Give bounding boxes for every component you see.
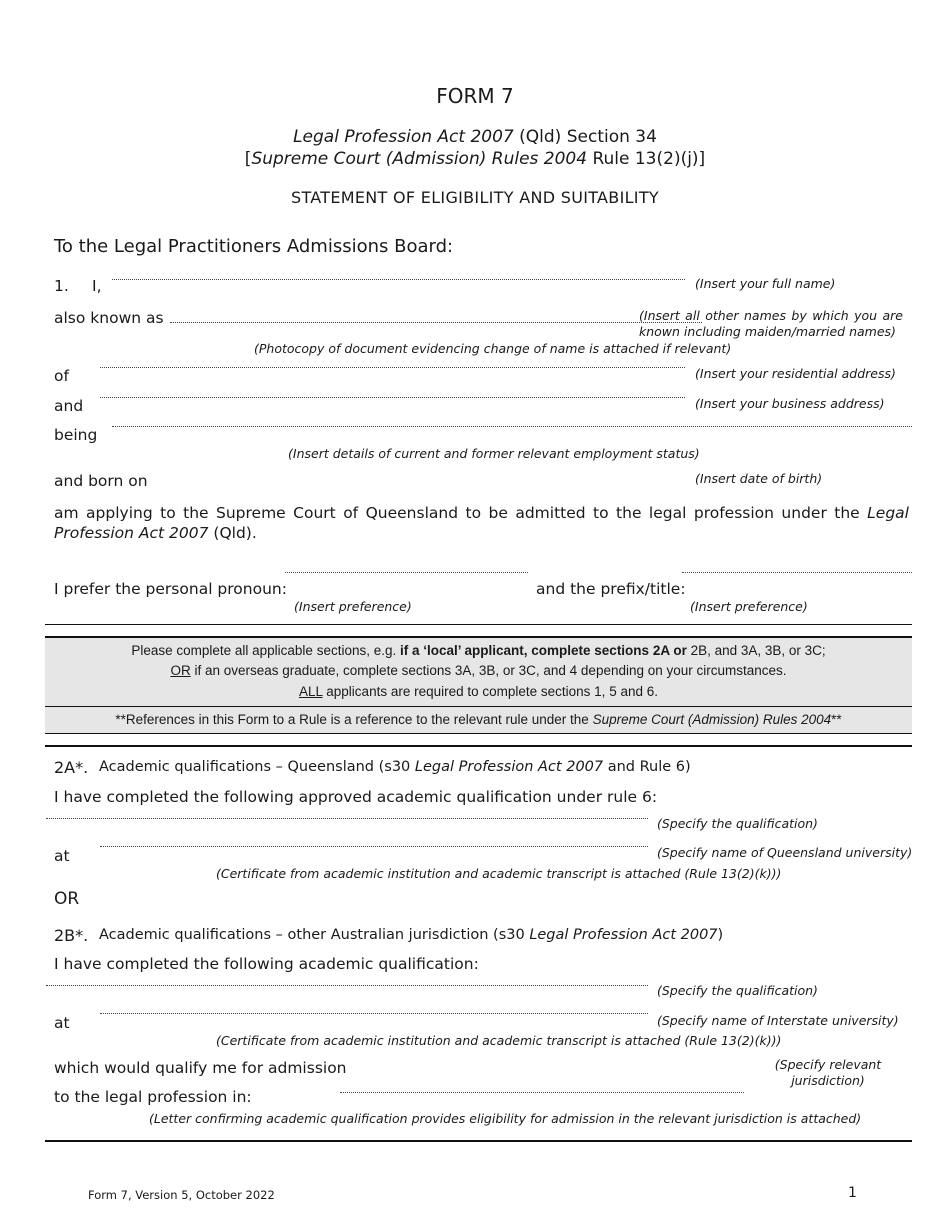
page-number: 1 (848, 1185, 857, 1201)
applying-act: Legal Profession Act 2007 (54, 504, 909, 542)
form-title: FORM 7 (436, 84, 514, 108)
qualification-2b-hint: (Specify the qualification) (657, 983, 818, 998)
instr-1b: 2B, and 3A, 3B, or 3C; (686, 643, 826, 658)
aka-input[interactable] (170, 323, 702, 341)
divider-bottom-thin (45, 733, 912, 734)
section-2b-number: 2B*. (54, 926, 89, 945)
jurisdiction-hint: (Specify relevant jurisdiction) (774, 1057, 882, 1088)
section-2a-intro: I have completed the following approved academic qualification under rule 6: (54, 788, 658, 806)
full-name-field[interactable] (112, 279, 685, 280)
instr-1a: Please complete all applicable sections, e.g. (131, 643, 400, 658)
s2a-title-b: and Rule 6) (603, 759, 691, 775)
applying-text-1: am applying to the Supreme Court of Queensland to be admitted to the legal profession under the (54, 504, 868, 522)
residential-address-input[interactable] (100, 368, 685, 386)
instr-2-rest: if an overseas graduate, complete sections 3A, 3B, or 3C, and 4 depending on your circumstances. (190, 663, 787, 678)
business-address-field[interactable] (100, 397, 685, 398)
ref-a: **References in this Form to a Rule is a reference to the relevant rule under the (115, 712, 593, 727)
prefix-label: and the prefix/title: (536, 580, 686, 598)
reference-box (45, 707, 912, 733)
prefix-field[interactable] (682, 572, 912, 573)
at-2b-label: at (54, 1014, 70, 1032)
section-2a-number: 2A*. (54, 758, 89, 777)
divider-bottom-thick (45, 745, 912, 747)
full-name-input[interactable] (112, 280, 685, 298)
pronoun-hint: (Insert preference) (294, 599, 412, 614)
instr-3-rest: applicants are required to complete sections 1, 5 and 6. (322, 684, 658, 699)
s2a-title-a: Academic qualifications – Queensland (s30 (99, 759, 415, 775)
rules-ref: Rule 13(2)(j)] (587, 149, 706, 169)
business-address-input[interactable] (100, 398, 685, 416)
s2a-title-act: Legal Profession Act 2007 (414, 759, 604, 775)
at-2a-label: at (54, 847, 70, 865)
university-2a-hint: (Specify name of Queensland university) (657, 845, 913, 860)
jurisdiction-field[interactable] (340, 1092, 744, 1093)
university-2a-input[interactable] (100, 847, 648, 865)
instructions-line-3 (45, 684, 912, 699)
reference-line (45, 712, 912, 727)
section-1-number: 1. (54, 277, 69, 295)
act-section: (Qld) Section 34 (513, 127, 657, 147)
instructions-line-1 (45, 643, 912, 658)
ref-rules: Supreme Court (Admission) Rules 2004 (592, 712, 832, 727)
full-name-hint: (Insert your full name) (695, 276, 836, 291)
s2b-title-act: Legal Profession Act 2007 (529, 927, 718, 943)
university-2b-input[interactable] (100, 1014, 648, 1032)
of-label: of (54, 367, 69, 385)
and-label: and (54, 397, 84, 415)
i-label: I, (92, 277, 102, 295)
act-line (0, 127, 950, 147)
instr-1-bold: if a ‘local’ applicant, complete sections 2A or (399, 643, 687, 658)
university-2a-field[interactable] (100, 846, 648, 847)
qualification-2b-field[interactable] (46, 985, 648, 986)
pronoun-input[interactable] (285, 573, 528, 591)
qualification-2a-field[interactable] (46, 818, 648, 819)
act-name: Legal Profession Act 2007 (293, 127, 514, 147)
residential-hint: (Insert your residential address) (695, 366, 896, 381)
pronoun-field[interactable] (285, 572, 528, 573)
residential-address-field[interactable] (100, 367, 685, 368)
dob-hint: (Insert date of birth) (695, 471, 823, 486)
aka-label: also known as (54, 309, 164, 327)
university-2b-hint: (Specify name of Interstate university) (657, 1013, 899, 1028)
footer-version: Form 7, Version 5, October 2022 (88, 1188, 275, 1202)
divider-top-thin (45, 624, 912, 625)
instr-3-all: ALL (299, 684, 323, 699)
certificate-2a-hint: (Certificate from academic institution and academic transcript is attached (Rule 13(2)(k))) (216, 866, 782, 881)
born-label: and born on (54, 472, 148, 490)
section-2b-intro: I have completed the following academic qualification: (54, 955, 479, 973)
qualify-line-1: which would qualify me for admission (54, 1059, 347, 1077)
section-2a-title (99, 759, 691, 775)
employment-input[interactable] (112, 427, 912, 445)
divider-end (45, 1140, 912, 1142)
or-label: OR (54, 889, 80, 909)
instructions-line-2 (45, 663, 912, 678)
aka-hint: (Insert all other names by which you are known including maiden/married names) (639, 308, 903, 339)
section-2b-title (99, 927, 723, 943)
instructions-box (45, 638, 912, 706)
letter-hint: (Letter confirming academic qualification provides eligibility for admission in the relevant jurisdiction is attached) (149, 1111, 862, 1126)
ref-b: ** (831, 712, 842, 727)
applying-text-2: (Qld). (208, 524, 257, 542)
s2b-title-b: ) (717, 927, 724, 943)
certificate-2b-hint: (Certificate from academic institution and academic transcript is attached (Rule 13(2)(k))) (216, 1033, 782, 1048)
employment-field[interactable] (112, 426, 912, 427)
qualification-2b-input[interactable] (46, 986, 648, 1004)
s2b-title-a: Academic qualifications – other Australian jurisdiction (s30 (99, 927, 530, 943)
prefix-hint: (Insert preference) (690, 599, 808, 614)
qualification-2a-input[interactable] (46, 819, 648, 837)
rules-name: Supreme Court (Admission) Rules 2004 (251, 149, 588, 169)
aka-field[interactable] (170, 322, 702, 323)
applying-statement (54, 503, 909, 543)
qualify-line-2: to the legal profession in: (54, 1088, 252, 1106)
rules-line (0, 149, 950, 169)
business-hint: (Insert your business address) (695, 396, 885, 411)
statement-title: STATEMENT OF ELIGIBILITY AND SUITABILITY (291, 188, 659, 207)
rules-open: [ (244, 149, 252, 169)
prefix-input[interactable] (682, 573, 912, 591)
employment-hint: (Insert details of current and former relevant employment status) (288, 446, 700, 461)
university-2b-field[interactable] (100, 1013, 648, 1014)
addressee: To the Legal Practitioners Admissions Board: (54, 236, 454, 257)
jurisdiction-input[interactable] (340, 1093, 744, 1111)
pronoun-label: I prefer the personal pronoun: (54, 580, 287, 598)
instr-2-or: OR (170, 663, 191, 678)
qualification-2a-hint: (Specify the qualification) (657, 816, 818, 831)
photocopy-hint: (Photocopy of document evidencing change of name is attached if relevant) (254, 341, 732, 356)
being-label: being (54, 426, 98, 444)
